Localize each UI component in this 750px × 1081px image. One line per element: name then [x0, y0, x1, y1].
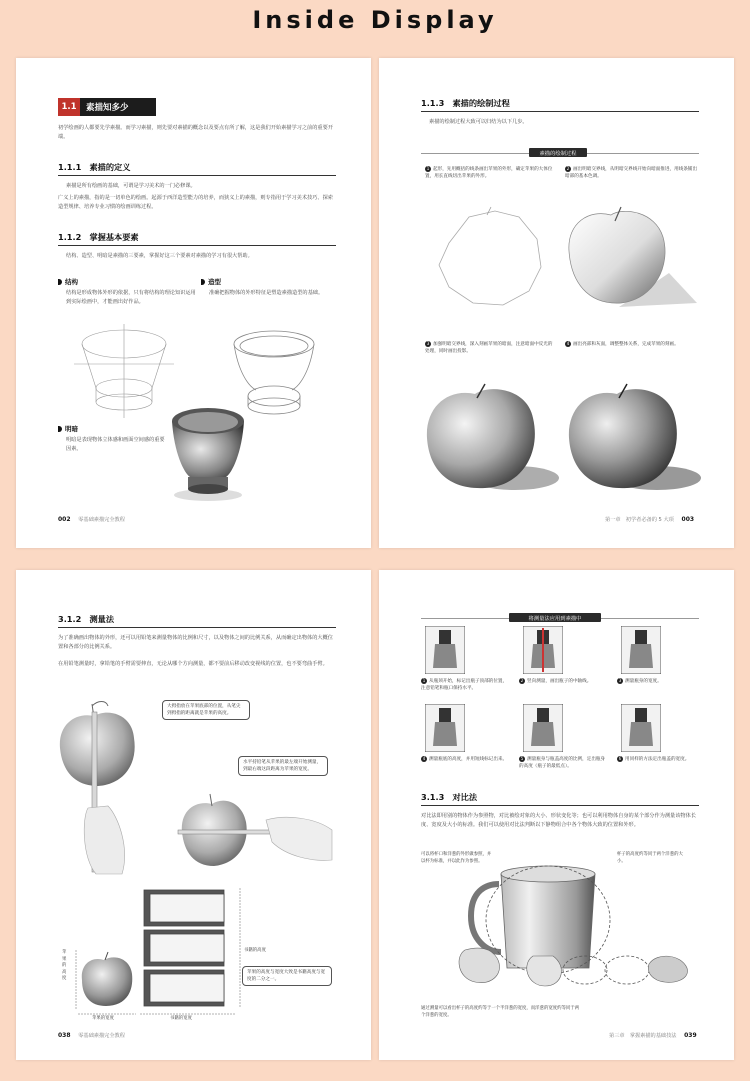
intro-text: 初学绘画的人都要先学素描。而学习素描，则先要对素描的概念以及要点有所了解，这是我们开始素描学习之前的重要开端。	[58, 125, 333, 140]
subheading-light-dark: 明暗	[58, 424, 78, 433]
apple-height-label: 苹果的高度	[62, 950, 67, 981]
tip-bubble: 大拇指放在苹果底部的位置，从笔尖到拇指的距离就是苹果的高度。	[162, 700, 250, 720]
section-title: 1.1.1 素描的定义	[58, 162, 131, 172]
step-caption: 5 测量瓶身与瓶盖高度的比例，定出瓶身的高度（瓶子的最低点）。	[519, 756, 606, 769]
apple-height-measure-image	[52, 698, 142, 878]
book-page-002	[16, 58, 371, 548]
body-text: 素描是所有绘画的基础，可谓是学习美术的一门必修课。	[66, 183, 196, 189]
body-text: 素描的绘制过程大致可以归结为以下几步。	[429, 119, 528, 125]
bottle-measure-photo-3	[621, 626, 661, 674]
section-rule	[421, 111, 699, 112]
chapter-footer: 第一章 初学者必备的 5 大项	[605, 517, 674, 523]
apple-width-measure-image	[176, 790, 336, 880]
step-caption: 3 测量瓶身的宽度。	[618, 678, 662, 684]
bottle-measure-photo-2	[523, 626, 563, 674]
body-text: 准确把握物体的外形特征是塑造素描造型的基础。	[209, 290, 324, 296]
book-width-label: 书籍的宽度	[170, 1016, 192, 1021]
section-rule	[58, 627, 336, 628]
measure-banner: 将测量法应用到素描中	[509, 613, 601, 622]
step-caption: 6 用同样的方法定出瓶盖的宽度。	[618, 756, 690, 762]
page-footer	[609, 1032, 697, 1039]
page-number: 002	[58, 516, 71, 523]
body-text: 对比法即用别的物体作为参照物，对比被绘对象的大小、形状变化等；也可以利用物体自身的某个部分作为测量该物体长度、宽度及大小的标准。我们可以使用对比法判断以下静物组合中各个物体大致的位置和外形。	[421, 813, 696, 828]
page-number: 003	[681, 516, 695, 523]
structure-sketch-image	[74, 322, 179, 422]
step-caption: 4 测量瓶底的高度，并用短线标记出来。	[422, 756, 508, 762]
bottle-measure-photo-5	[523, 704, 563, 752]
section-title: 3.1.3 对比法	[421, 792, 478, 802]
book-title-footer: 零基础素描完全教程	[78, 517, 125, 523]
page-footer	[605, 516, 694, 523]
bottle-measure-photo-6	[621, 704, 661, 752]
apple-finished-sketch	[561, 378, 701, 498]
book-page-038	[16, 570, 371, 1060]
apple-deepened-sketch	[419, 378, 559, 498]
step-caption: 1 起形，先用概括的线条画出苹果的外形，确定苹果的大体位置，用长直线切出苹果的外形。	[425, 166, 553, 179]
bottle-measure-photo-4	[425, 704, 465, 752]
annotation-note: 杯子的高度约等同于两个洋葱的大小。	[617, 852, 683, 864]
body-text: 结构、造型、明暗是素描的三要素，掌握好这三个要素对素描的学习有很大帮助。	[66, 253, 253, 259]
page-footer	[58, 516, 125, 523]
book-height-label: 书籍的高度	[244, 948, 266, 953]
apple-outline-sketch	[429, 203, 549, 313]
body-text: 结构是形成物体外形的依据，只有将结构的理论知识运用到实际绘画中，才能画出好作品。	[66, 290, 196, 305]
process-banner: 素描的绘制过程	[529, 148, 587, 157]
subheading-form: 造型	[201, 277, 221, 286]
subheading-structure: 结构	[58, 277, 78, 286]
bottle-measure-photo-1	[425, 626, 465, 674]
body-text: 明暗是表现物体立体感和画面空间感的重要因素。	[66, 437, 165, 452]
body-text: 广义上的素描，指的是一切单色的绘画。起源于西洋造型能力的培养，而狭义上的素描，则专指用于学习美术技巧、探索造型规律、培养专业习惯的绘画训练过程。	[58, 195, 333, 210]
body-text: 为了准确画出物体的外形，还可以用铅笔来测量物体的比例和尺寸，以及物体之间的比例关系，从而确定出物体的大概位置和各部分的比例关系。	[58, 635, 333, 650]
chapter-heading	[58, 98, 156, 116]
annotation-note: 可以将杯口和洋葱的外形做参照，并以杯为标准，并以此作为参照。	[421, 852, 492, 864]
chapter-title: 素描知多少	[86, 103, 129, 113]
section-title: 1.1.2 掌握基本要素	[58, 232, 139, 242]
section-rule	[58, 245, 336, 246]
page-number: 039	[684, 1032, 697, 1039]
apple-width-label: 苹果的宽度	[92, 1016, 114, 1021]
page-footer	[58, 1032, 125, 1039]
book-page-039	[379, 570, 734, 1060]
step-caption: 4 画出亮部和灰面，调整整体关系，完成苹果的刻画。	[566, 341, 679, 347]
step-caption: 2 竖向测量，画出瓶子的中轴线。	[520, 678, 592, 684]
still-life-mug-onions	[435, 860, 705, 1010]
chapter-footer: 第三章 掌握素描的基础技法	[609, 1033, 677, 1039]
dimension-lines	[74, 880, 254, 1020]
step-caption: 2 画出明暗交界线，从明暗交界线开始向暗面推进，用线条铺出暗部的基本色调。	[565, 166, 698, 179]
page-number: 038	[58, 1032, 71, 1039]
tip-bubble: 苹果的高度与宽度大致是书籍高度与宽度的二分之一。	[242, 966, 332, 986]
step-caption: 1 从瓶颈开始，标记出瓶子顶部的位置，注意铅笔和瓶口保持水平。	[421, 678, 508, 691]
section-title: 3.1.2 测量法	[58, 614, 115, 624]
step-caption: 3 加强明暗交界线，深入刻画苹果的暗面，注意暗面中反光的处理，同时画出投影。	[425, 341, 553, 354]
shaded-cup-image	[166, 403, 246, 503]
section-title: 1.1.3 素描的绘制过程	[421, 98, 510, 108]
section-rule	[58, 175, 336, 176]
chapter-number: 1.1	[58, 98, 80, 116]
section-rule	[421, 805, 699, 806]
apple-shading-sketch	[559, 203, 699, 313]
tip-bubble: 水平持铅笔从苹果的最左端开始测量，到最右端这段距离为苹果的宽度。	[238, 756, 328, 776]
body-text: 在用铅笔测量时，拿铅笔的手臂需要伸直，无论从哪个方向测量，都不要前后移动改变视线的位置，也不要弯曲手臂。	[58, 661, 328, 667]
book-page-003	[379, 58, 734, 548]
book-title-footer: 零基础素描完全教程	[78, 1033, 125, 1039]
annotation-note: 通过测量可以看出杯子的高度约等于一个半洋葱的宽度，而洋葱的宽度约等同于两个洋葱的宽度。	[421, 1006, 580, 1018]
page-title: Inside Display	[252, 6, 498, 34]
